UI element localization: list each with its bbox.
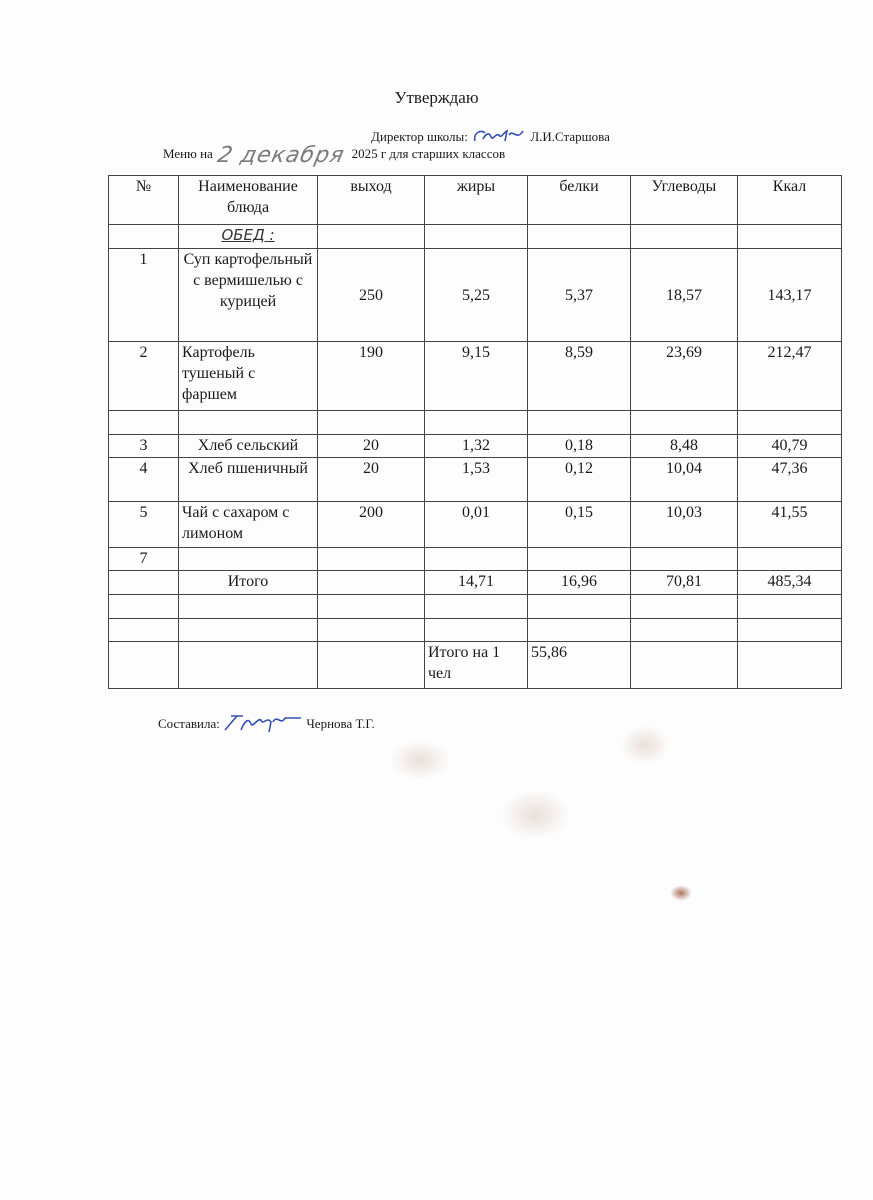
- row-carbs: 10,04: [631, 458, 738, 502]
- paper-stain: [500, 790, 570, 840]
- row-carbs: 8,48: [631, 435, 738, 458]
- table-row: [109, 502, 842, 548]
- row-name: Хлеб пшеничный: [179, 458, 318, 502]
- row-fat: 1,32: [425, 435, 528, 458]
- menu-suffix: 2025 г для старших классов: [351, 146, 506, 161]
- row-no: 3: [109, 435, 179, 458]
- director-name: Л.И.Старшова: [530, 129, 610, 144]
- table-header-row: [109, 176, 842, 225]
- row-name: Чай с сахаром с лимоном: [179, 502, 318, 548]
- row-yield: 20: [318, 435, 425, 458]
- total-row: [109, 571, 842, 595]
- row-no: 4: [109, 458, 179, 502]
- approve-heading: Утверждаю: [394, 88, 479, 107]
- row-no: 7: [109, 548, 179, 571]
- total-label: Итого: [179, 571, 318, 595]
- row-yield: 200: [318, 502, 425, 548]
- total-protein: 16,96: [528, 571, 631, 595]
- menu-table: [108, 175, 842, 689]
- row-carbs: 23,69: [631, 342, 738, 411]
- row-protein: 0,15: [528, 502, 631, 548]
- row-kcal: 41,55: [738, 502, 842, 548]
- paper-stain: [670, 885, 692, 901]
- table-row: [109, 342, 842, 411]
- compiled-label: Составила:: [158, 716, 220, 731]
- row-kcal: 40,79: [738, 435, 842, 458]
- col-header-carbs: Углеводы: [631, 176, 738, 225]
- col-header-protein: белки: [528, 176, 631, 225]
- row-protein: 0,18: [528, 435, 631, 458]
- row-kcal: 47,36: [738, 458, 842, 502]
- menu-date-line: [163, 143, 505, 168]
- row-yield: 20: [318, 458, 425, 502]
- col-header-yield: выход: [318, 176, 425, 225]
- section-row: [109, 225, 842, 249]
- col-header-no: №: [109, 176, 179, 225]
- compiled-name: Чернова Т.Г.: [306, 716, 375, 731]
- compiler-signature: [223, 710, 303, 736]
- row-kcal: 212,47: [738, 342, 842, 411]
- per-person-value: 55,86: [528, 642, 631, 689]
- col-header-name: Наименование блюда: [179, 176, 318, 225]
- table-row: [109, 548, 842, 571]
- row-yield: 190: [318, 342, 425, 411]
- row-fat: 0,01: [425, 502, 528, 548]
- blank-row: [109, 619, 842, 642]
- row-protein: 5,37: [528, 249, 631, 342]
- col-header-fat: жиры: [425, 176, 528, 225]
- row-yield: 250: [318, 249, 425, 342]
- row-name: Картофель тушеный с фаршем: [179, 342, 318, 411]
- director-label: Директор школы:: [371, 129, 468, 144]
- row-protein: 8,59: [528, 342, 631, 411]
- row-name: Хлеб сельский: [179, 435, 318, 458]
- row-name: Суп картофельный с вермишелью с курицей: [179, 249, 318, 342]
- row-carbs: 18,57: [631, 249, 738, 342]
- blank-row: [109, 411, 842, 435]
- table-row: [109, 249, 842, 342]
- total-kcal: 485,34: [738, 571, 842, 595]
- table-row: [109, 435, 842, 458]
- row-no: 5: [109, 502, 179, 548]
- col-header-kcal: Ккал: [738, 176, 842, 225]
- section-label: ОБЕД :: [221, 226, 275, 244]
- menu-prefix: Меню на: [163, 146, 213, 161]
- total-fat: 14,71: [425, 571, 528, 595]
- per-person-label: Итого на 1 чел: [425, 642, 528, 689]
- row-fat: 5,25: [425, 249, 528, 342]
- row-protein: 0,12: [528, 458, 631, 502]
- per-person-row: [109, 642, 842, 689]
- row-fat: 1,53: [425, 458, 528, 502]
- compiled-by-line: [158, 710, 375, 736]
- paper-stain: [390, 740, 450, 780]
- row-kcal: 143,17: [738, 249, 842, 342]
- total-carbs: 70,81: [631, 571, 738, 595]
- blank-row: [109, 595, 842, 619]
- row-fat: 9,15: [425, 342, 528, 411]
- row-no: 2: [109, 342, 179, 411]
- paper-stain: [620, 725, 670, 765]
- row-no: 1: [109, 249, 179, 342]
- handwritten-date: 2 декабря: [215, 143, 348, 168]
- row-carbs: 10,03: [631, 502, 738, 548]
- table-row: [109, 458, 842, 502]
